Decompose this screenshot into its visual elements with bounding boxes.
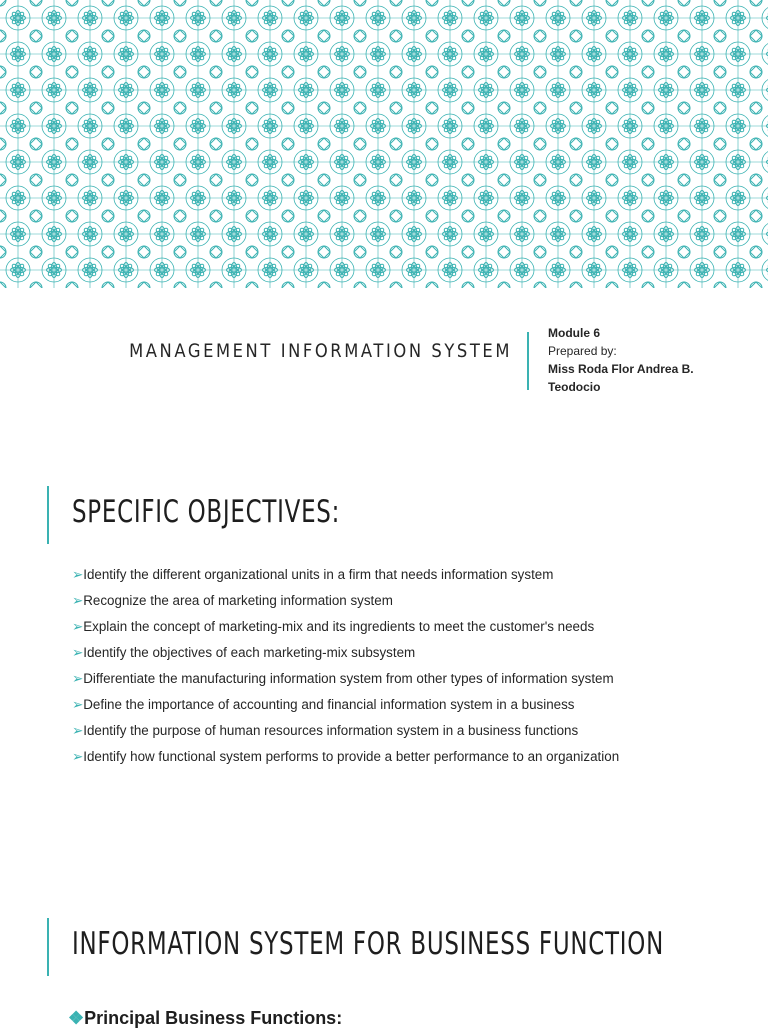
list-item: ➢Explain the concept of marketing-mix and its ingredients to meet the customer's needs <box>72 619 595 634</box>
arrow-bullet-icon: ➢ <box>72 567 84 582</box>
prepared-by-label: Prepared by: <box>548 344 617 358</box>
arrow-bullet-icon: ➢ <box>72 749 84 764</box>
list-item: ➢Identify the different organizational units in a firm that needs information system <box>72 567 554 582</box>
list-item: ➢Define the importance of accounting and financial information system in a business <box>72 697 575 712</box>
list-item: ➢Recognize the area of marketing information system <box>72 593 393 608</box>
list-item: ➢Differentiate the manufacturing information system from other types of information system <box>72 671 614 686</box>
arrow-bullet-icon: ➢ <box>72 697 84 712</box>
objectives-slide <box>0 480 768 850</box>
diamond-bullet-icon: ❖ <box>68 1008 85 1028</box>
objectives-heading: SPECIFIC OBJECTIVES: <box>72 494 341 530</box>
decorative-pattern-banner <box>0 0 768 288</box>
title-slide <box>0 288 768 448</box>
arrow-bullet-icon: ➢ <box>72 645 84 660</box>
title-meta <box>548 324 748 396</box>
list-item: ➢Identify the objectives of each marketing-mix subsystem <box>72 645 416 660</box>
principal-functions-bullet: ❖Principal Business Functions: <box>68 1008 343 1028</box>
business-function-slide <box>0 912 768 1028</box>
objectives-list <box>72 567 674 775</box>
list-item: ➢Identify how functional system performs to provide a better performance to an organization <box>72 749 620 764</box>
author-name-line2: Teodocio <box>548 380 601 394</box>
business-function-heading: INFORMATION SYSTEM FOR BUSINESS FUNCTION <box>72 926 664 962</box>
arrow-bullet-icon: ➢ <box>72 619 84 634</box>
arrow-bullet-icon: ➢ <box>72 671 84 686</box>
arrow-bullet-icon: ➢ <box>72 593 84 608</box>
list-item: ➢Identify the purpose of human resources information system in a business functions <box>72 723 579 738</box>
heading-accent-bar <box>47 918 49 976</box>
author-name-line1: Miss Roda Flor Andrea B. <box>548 362 694 376</box>
presentation-title: MANAGEMENT INFORMATION SYSTEM <box>129 340 512 362</box>
title-divider <box>527 332 529 390</box>
arrow-bullet-icon: ➢ <box>72 723 84 738</box>
heading-accent-bar <box>47 486 49 544</box>
module-label: Module 6 <box>548 326 601 340</box>
